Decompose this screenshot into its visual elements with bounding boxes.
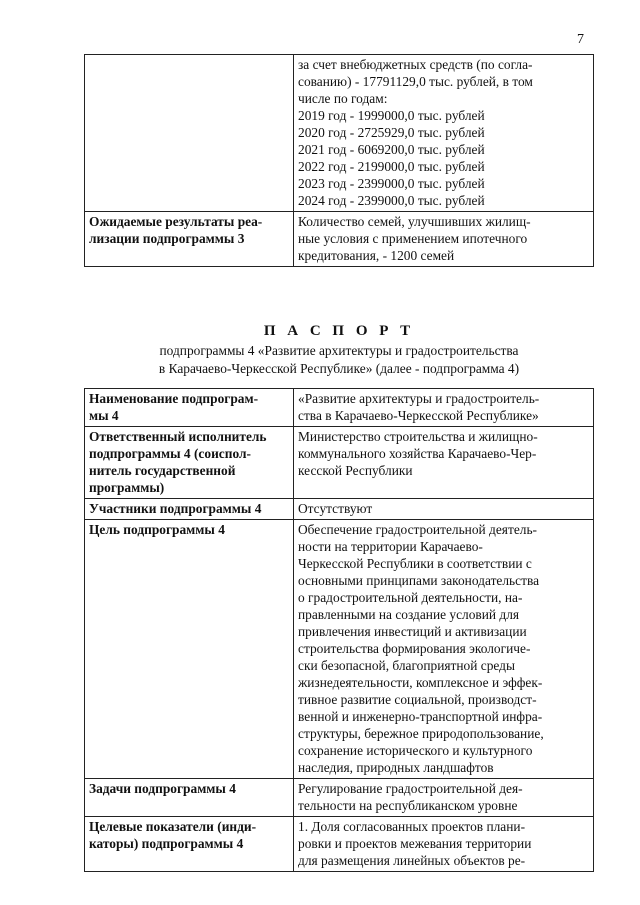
row-label-line: мы 4 [89, 408, 119, 423]
row-value-line: сованию) - 17791129,0 тыс. рублей, в том [298, 74, 533, 89]
row-value-line: ные условия с применением ипотечного [298, 231, 528, 246]
row-value-line: числе по годам: [298, 91, 388, 106]
row-value-line: Министерство строительства и жилищно- [298, 429, 538, 444]
row-value-line: тельности на республиканском уровне [298, 798, 518, 813]
table-row [85, 817, 594, 872]
table-row [85, 389, 594, 427]
row-value-cell [294, 427, 594, 499]
passport-subtitle-line-1: подпрограммы 4 «Развитие архитектуры и градостроительства [159, 343, 519, 358]
row-value-line: коммунального хозяйства Карачаево-Чер- [298, 446, 537, 461]
row-value-line: 2023 год - 2399000,0 тыс. рублей [298, 176, 485, 191]
row-label-line: программы) [89, 480, 165, 495]
row-value-cell [294, 55, 594, 212]
row-value-line: 2022 год - 2199000,0 тыс. рублей [298, 159, 485, 174]
row-value-cell [294, 212, 594, 267]
row-value-line: «Развитие архитектуры и градостроитель- [298, 391, 540, 406]
row-value-cell [294, 499, 594, 520]
row-label-line: Ожидаемые результаты реа- [89, 214, 263, 229]
row-value-line: 1. Доля согласованных проектов плани- [298, 819, 526, 834]
row-value-line: Черкесской Республики в соответствии с [298, 556, 532, 571]
row-value-line: кесской Республики [298, 463, 413, 478]
table-row [85, 55, 594, 212]
row-label-cell [85, 389, 294, 427]
row-label-line: Наименование подпрограм- [89, 391, 259, 406]
row-value-line: основными принципами законодательства [298, 573, 540, 588]
row-value-line: 2021 год - 6069200,0 тыс. рублей [298, 142, 485, 157]
row-value-line: структуры, бережное природопользование, [298, 726, 544, 741]
table-row [85, 212, 594, 267]
row-value-line: привлечения инвестиций и активизации [298, 624, 527, 639]
row-label-cell [85, 499, 294, 520]
passport-table-body [85, 389, 594, 872]
row-value-line: Регулирование градостроительной дея- [298, 781, 523, 796]
table-row [85, 779, 594, 817]
passport-subtitle-line-2: в Карачаево-Черкесской Республике» (далее - подпрограмма 4) [158, 361, 520, 376]
row-value-line: 2024 год - 2399000,0 тыс. рублей [298, 193, 485, 208]
row-value-line: строительства формирования экологиче- [298, 641, 531, 656]
row-label-line: подпрограммы 4 (соиспол- [89, 446, 251, 461]
row-value-line: за счет внебюджетных средств (по согла- [298, 57, 533, 72]
row-value-cell [294, 817, 594, 872]
table-row [85, 499, 594, 520]
row-label-cell [85, 55, 294, 212]
row-value-line: 2020 год - 2725929,0 тыс. рублей [298, 125, 485, 140]
row-label-cell [85, 779, 294, 817]
row-value-line: ски безопасной, благоприятной среды [298, 658, 515, 673]
row-value-line: Обеспечение градостроительной деятель- [298, 522, 538, 537]
row-value-line: ности на территории Карачаево- [298, 539, 483, 554]
row-value-line: тивное развитие социальной, производст- [298, 692, 537, 707]
page-number: 7 [577, 32, 584, 47]
row-value-line: о градостроительной деятельности, на- [298, 590, 523, 605]
passport-title: П А С П О Р Т [263, 323, 415, 339]
passport-heading [84, 322, 594, 378]
row-label-cell [85, 817, 294, 872]
row-label-line: Задачи подпрограммы 4 [89, 781, 236, 796]
row-value-line: ства в Карачаево-Черкесской Республике» [298, 408, 539, 423]
row-value-line: правленными на создание условий для [298, 607, 520, 622]
row-value-line: жизнедеятельности, комплексное и эффек- [298, 675, 543, 690]
table-row [85, 520, 594, 779]
table-row [85, 427, 594, 499]
row-label-cell [85, 427, 294, 499]
row-value-cell [294, 389, 594, 427]
row-value-line: венной и инженерно-транспортной инфра- [298, 709, 543, 724]
row-value-line: сохранение исторического и культурного [298, 743, 533, 758]
row-label-line: каторы) подпрограммы 4 [89, 836, 244, 851]
row-label-line: Ответственный исполнитель [89, 429, 267, 444]
row-value-line: кредитования, - 1200 семей [298, 248, 455, 263]
row-label-cell [85, 520, 294, 779]
row-label-line: лизации подпрограммы 3 [89, 231, 245, 246]
row-value-line: Количество семей, улучшивших жилищ- [298, 214, 531, 229]
row-label-cell [85, 212, 294, 267]
row-value-line: Отсутствуют [298, 501, 373, 516]
row-value-line: для размещения линейных объектов ре- [298, 853, 526, 868]
row-value-line: 2019 год - 1999000,0 тыс. рублей [298, 108, 485, 123]
row-value-line: наследия, природных ландшафтов [298, 760, 494, 775]
passport-table [84, 388, 594, 872]
row-label-line: нитель государственной [89, 463, 236, 478]
funding-table-body [85, 55, 594, 267]
funding-table [84, 54, 594, 267]
row-value-cell [294, 520, 594, 779]
row-value-line: ровки и проектов межевания территории [298, 836, 532, 851]
row-label-line: Участники подпрограммы 4 [89, 501, 262, 516]
row-label-line: Цель подпрограммы 4 [89, 522, 225, 537]
row-value-cell [294, 779, 594, 817]
row-label-line: Целевые показатели (инди- [89, 819, 257, 834]
